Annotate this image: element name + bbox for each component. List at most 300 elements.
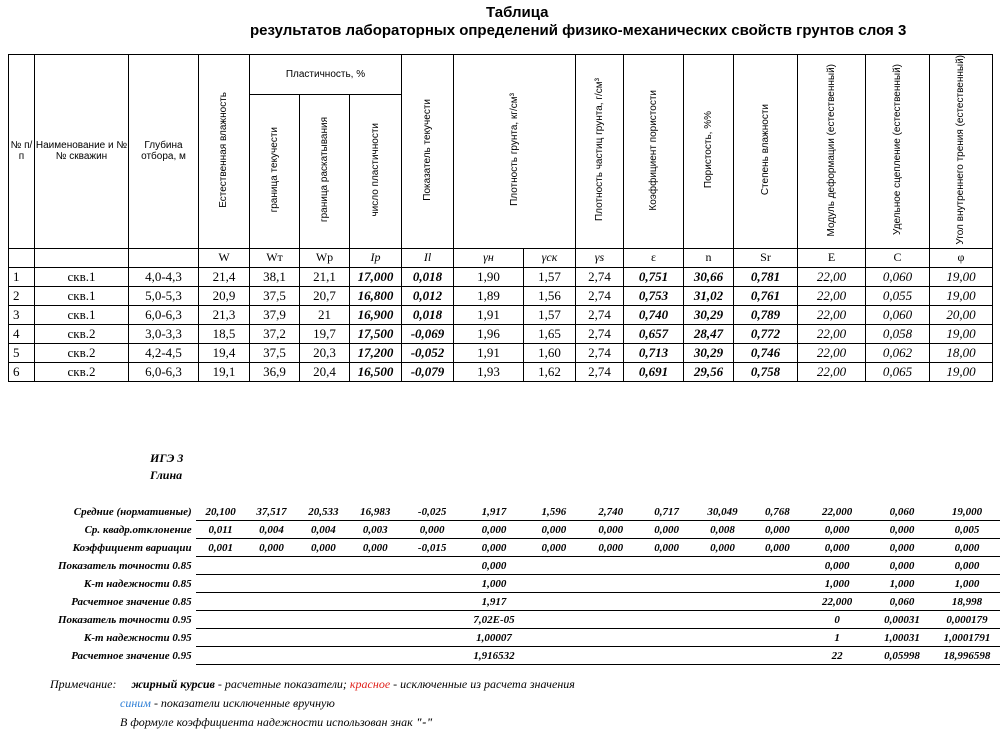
header-name: Наименование и №№ скважин [35,55,129,249]
stats-cell: 2,740 [583,503,639,521]
table-cell: 21 [300,305,350,324]
table-cell: 22,00 [798,362,866,381]
stats-cell: 1,000 [934,575,1000,593]
stats-cell [297,647,349,665]
stats-row [20,503,1000,521]
stats-cell [349,557,401,575]
table-title: Таблица [486,4,549,21]
stats-cell [525,575,583,593]
stats-cell [525,593,583,611]
header-particle-density: Плотность частиц грунта, г/см³ [593,78,605,222]
table-cell: 1,65 [524,324,576,343]
symbol-n: n [684,248,734,267]
table-cell: 2 [9,286,35,305]
table-cell: 17,200 [350,343,402,362]
symbol-epsilon: ε [624,248,684,267]
table-cell: 21,4 [199,267,250,286]
stats-cell [246,611,298,629]
table-cell: 0,018 [402,305,454,324]
stats-cell [297,557,349,575]
stats-row [20,647,1000,665]
stats-cell [297,593,349,611]
table-cell: 29,56 [684,362,734,381]
table-cell: 20,00 [930,305,993,324]
table-cell: 3,0-3,3 [129,324,199,343]
stats-cell [246,647,298,665]
note-line-2 [120,696,335,711]
table-cell: 2,74 [576,362,624,381]
note-bold-text: - расчетные показатели; [217,677,347,691]
stats-cell [639,557,695,575]
table-cell: 0,758 [734,362,798,381]
stats-cell: 1,916532 [463,647,525,665]
stats-cell: 0,000 [870,521,934,539]
stats-cell [750,611,804,629]
stats-cell: 19,000 [934,503,1000,521]
symbol-gamma-n: γн [454,248,524,267]
table-cell: 37,2 [250,324,300,343]
soil-label: Глина [150,468,183,482]
stats-cell: 0,000 [583,521,639,539]
symbol-wl: Wт [250,248,300,267]
table-cell: 1,93 [454,362,524,381]
table-cell: скв.2 [35,324,129,343]
stats-cell: 0,000 [870,557,934,575]
table-cell: 20,9 [199,286,250,305]
stats-label: К-т надежности 0.85 [83,577,192,590]
note-blue-label: синим [120,696,151,710]
stats-cell [246,557,298,575]
table-row [9,324,993,343]
stats-cell [246,629,298,647]
table-cell: 0,058 [866,324,930,343]
table-cell: 1,56 [524,286,576,305]
stats-cell: 1,596 [525,503,583,521]
table-cell: 20,3 [300,343,350,362]
stats-cell: 1,917 [463,503,525,521]
stats-cell: 0,000 [525,539,583,557]
note-red-label: красное [349,677,391,691]
table-cell: 0,761 [734,286,798,305]
table-cell: скв.2 [35,343,129,362]
table-cell: 0,713 [624,343,684,362]
symbol-gamma-sk: γск [524,248,576,267]
stats-cell: 1,0001791 [934,629,1000,647]
table-cell: 1,57 [524,305,576,324]
table-cell: 22,00 [798,286,866,305]
stats-cell: 22,000 [804,503,870,521]
stats-cell: 1,00007 [463,629,525,647]
stats-cell: 0,000 [870,539,934,557]
stats-cell: 0,000 [934,539,1000,557]
table-cell: 4,2-4,5 [129,343,199,362]
table-cell: 1,96 [454,324,524,343]
stats-cell [695,593,751,611]
table-cell: 2,74 [576,286,624,305]
table-cell: 5 [9,343,35,362]
stats-cell [525,611,583,629]
stats-cell [196,575,246,593]
stats-label: Коэффициент вариации [72,541,192,554]
stats-cell [349,575,401,593]
header-plasticity-index: число пластичности [369,122,381,217]
table-cell: 2,74 [576,343,624,362]
stats-cell [246,575,298,593]
stats-cell: 0,011 [196,521,246,539]
header-density: Плотность грунта, кг/см³ [508,93,520,207]
stats-row [20,575,1000,593]
stats-cell: 0,000 [463,521,525,539]
stats-cell: -0,025 [401,503,463,521]
stats-table [20,503,1000,665]
table-cell: 19,00 [930,362,993,381]
stats-cell: 1,917 [463,593,525,611]
table-cell: скв.2 [35,362,129,381]
table-cell: 0,060 [866,267,930,286]
table-subtitle: результатов лабораторных определений физико-механических свойств грунтов слоя 3 [250,22,907,39]
stats-cell [750,647,804,665]
stats-cell: 30,049 [695,503,751,521]
table-cell: 28,47 [684,324,734,343]
symbol-wp: Wр [300,248,350,267]
stats-cell: 1,000 [463,575,525,593]
stats-cell: 16,983 [349,503,401,521]
table-cell: 16,800 [350,286,402,305]
table-cell: 19,1 [199,362,250,381]
stats-cell [297,629,349,647]
table-cell: 30,66 [684,267,734,286]
stats-cell [401,647,463,665]
note-prefix: Примечание: [50,677,117,691]
stats-cell: 0,000 [525,521,583,539]
stats-cell [639,647,695,665]
table-cell: 1,57 [524,267,576,286]
table-cell: 19,00 [930,324,993,343]
stats-cell: 1,00031 [870,629,934,647]
table-cell: 0,746 [734,343,798,362]
table-row [9,343,993,362]
stats-row [20,611,1000,629]
stats-cell: 0,000 [639,539,695,557]
table-cell: 31,02 [684,286,734,305]
stats-cell [695,575,751,593]
table-cell: 16,900 [350,305,402,324]
stats-cell [583,611,639,629]
stats-row [20,521,1000,539]
stats-label: Средние (нормативные) [73,505,192,518]
table-cell: 0,789 [734,305,798,324]
stats-cell [246,593,298,611]
note-blue-text: - показатели исключенные вручную [153,696,335,710]
stats-cell [583,593,639,611]
stats-label: Показатель точности 0.95 [57,613,192,626]
stats-cell: 0,004 [246,521,298,539]
stats-cell [639,593,695,611]
symbol-sr: Sr [734,248,798,267]
stats-cell [349,593,401,611]
header-modulus: Модуль деформации (естественный) [825,63,837,237]
note-red-text: - исключенные из расчета значения [393,677,575,691]
table-cell: 2,74 [576,324,624,343]
stats-cell: 0,000 [804,539,870,557]
stats-cell: 20,100 [196,503,246,521]
stats-cell [196,647,246,665]
results-table [8,54,993,382]
header-moisture: Естественная влажность [218,91,229,208]
table-cell: -0,079 [402,362,454,381]
header-porosity-coef: Коэффициент пористости [647,89,659,211]
stats-cell [695,557,751,575]
header-porosity: Пористость, %% [702,111,714,189]
table-cell: -0,052 [402,343,454,362]
stats-cell: 22 [804,647,870,665]
table-cell: 1,91 [454,305,524,324]
table-cell: 4,0-4,3 [129,267,199,286]
stats-cell: 0,000 [750,539,804,557]
stats-cell: 0,000 [463,539,525,557]
stats-cell: 7,02E-05 [463,611,525,629]
stats-cell: 0,000 [349,539,401,557]
stats-cell [583,575,639,593]
table-cell: 5,0-5,3 [129,286,199,305]
header-saturation: Степень влажности [759,104,771,196]
stats-cell [695,629,751,647]
stats-cell: 0 [804,611,870,629]
table-cell: 3 [9,305,35,324]
stats-row [20,593,1000,611]
table-cell: 17,500 [350,324,402,343]
table-cell: 0,055 [866,286,930,305]
table-cell: 1,60 [524,343,576,362]
symbol-gamma-s: γs [576,248,624,267]
table-cell: 2,74 [576,267,624,286]
symbol-e-modulus: Е [798,248,866,267]
stats-cell: 0,060 [870,593,934,611]
table-cell: 0,781 [734,267,798,286]
stats-cell [639,611,695,629]
stats-cell [349,611,401,629]
stats-cell: 0,005 [934,521,1000,539]
stats-cell: 0,000 [804,557,870,575]
stats-cell: 0,000 [297,539,349,557]
stats-label: Расчетное значение 0.95 [71,649,192,662]
stats-cell [196,611,246,629]
stats-cell [583,557,639,575]
table-cell: 0,018 [402,267,454,286]
stats-cell [196,593,246,611]
table-cell: скв.1 [35,267,129,286]
table-cell: 0,691 [624,362,684,381]
stats-cell: 0,008 [695,521,751,539]
stats-cell: 22,000 [804,593,870,611]
table-row [9,305,993,324]
stats-cell: 0,05998 [870,647,934,665]
table-cell: 22,00 [798,324,866,343]
table-cell: скв.1 [35,305,129,324]
header-depth: Глубина отбора, м [129,55,199,249]
table-cell: 4 [9,324,35,343]
stats-cell [750,575,804,593]
stats-cell: 0,000 [583,539,639,557]
stats-cell: 0,000 [463,557,525,575]
stats-cell [196,629,246,647]
stats-cell [583,647,639,665]
stats-label: Ср. квадр.отклонение [84,523,192,536]
table-cell: 22,00 [798,343,866,362]
stats-cell: 0,768 [750,503,804,521]
stats-cell: 0,000 [934,557,1000,575]
table-cell: 1,89 [454,286,524,305]
stats-cell [750,629,804,647]
table-cell: 1,62 [524,362,576,381]
table-cell: 21,3 [199,305,250,324]
table-cell: 30,29 [684,305,734,324]
table-cell: 2,74 [576,305,624,324]
table-cell: 0,060 [866,305,930,324]
stats-cell: 0,060 [870,503,934,521]
table-cell: 6 [9,362,35,381]
note-formula-sign: "-" [415,715,434,729]
stats-label: К-т надежности 0.95 [83,631,192,644]
header-plasticity: Пластичность, % [250,55,402,95]
stats-row [20,539,1000,557]
symbol-c: С [866,248,930,267]
table-cell: 36,9 [250,362,300,381]
stats-cell: 18,996598 [934,647,1000,665]
table-cell: 6,0-6,3 [129,305,199,324]
stats-cell [401,611,463,629]
stats-cell: 0,000 [804,521,870,539]
stats-cell: -0,015 [401,539,463,557]
stats-cell: 0,000 [639,521,695,539]
stats-cell [297,575,349,593]
table-cell: 18,00 [930,343,993,362]
stats-cell [297,611,349,629]
table-cell: 0,772 [734,324,798,343]
stats-cell: 20,533 [297,503,349,521]
table-cell: 0,657 [624,324,684,343]
stats-cell: 0,000 [246,539,298,557]
stats-cell: 1,000 [804,575,870,593]
symbol-il: Il [402,248,454,267]
table-cell: 1,91 [454,343,524,362]
stats-cell [525,647,583,665]
table-cell: 0,012 [402,286,454,305]
header-liquidity: Показатель текучести [421,98,433,201]
table-cell: 18,5 [199,324,250,343]
stats-cell: 1 [804,629,870,647]
table-cell: 0,740 [624,305,684,324]
table-cell: 38,1 [250,267,300,286]
stats-cell: 0,000 [750,521,804,539]
stats-cell: 0,004 [297,521,349,539]
table-cell: 19,00 [930,267,993,286]
table-cell: 17,000 [350,267,402,286]
stats-cell: 0,003 [349,521,401,539]
table-cell: 20,4 [300,362,350,381]
stats-row [20,629,1000,647]
table-cell: 0,065 [866,362,930,381]
stats-cell: 0,717 [639,503,695,521]
symbol-ip: Ip [350,248,402,267]
note-formula-text: В формуле коэффициента надежности использован знак [120,715,413,729]
header-liquid-limit: граница текучести [268,126,280,213]
stats-cell [750,557,804,575]
table-cell: -0,069 [402,324,454,343]
table-cell: 1 [9,267,35,286]
stats-cell: 37,517 [246,503,298,521]
table-cell: 30,29 [684,343,734,362]
stats-cell: 0,000179 [934,611,1000,629]
table-cell: 22,00 [798,267,866,286]
stats-cell [401,593,463,611]
table-cell: 22,00 [798,305,866,324]
stats-cell: 0,00031 [870,611,934,629]
header-plastic-limit: граница раскатывания [318,117,330,223]
header-num: № п/п [9,55,35,249]
ige-label: ИГЭ 3 [150,451,184,465]
table-cell: 0,062 [866,343,930,362]
stats-cell [583,629,639,647]
note-bold-label: жирный курсив [131,677,215,691]
stats-cell: 0,001 [196,539,246,557]
table-row [9,286,993,305]
table-cell: 0,753 [624,286,684,305]
stats-cell [750,593,804,611]
stats-cell: 1,000 [870,575,934,593]
stats-row [20,557,1000,575]
table-row [9,267,993,286]
table-cell: 20,7 [300,286,350,305]
stats-label: Расчетное значение 0.85 [71,595,192,608]
stats-cell [695,611,751,629]
table-cell: 19,4 [199,343,250,362]
stats-cell [401,575,463,593]
table-cell: скв.1 [35,286,129,305]
stats-cell [401,629,463,647]
table-cell: 37,5 [250,286,300,305]
table-cell: 19,7 [300,324,350,343]
note-line-1 [50,677,575,692]
header-friction: Угол внутреннего трения (естественный) [955,55,966,245]
stats-cell [401,557,463,575]
stats-cell: 0,000 [695,539,751,557]
stats-cell [695,647,751,665]
header-cohesion: Удельное сцепление (естественный) [891,64,903,236]
stats-cell [639,629,695,647]
symbol-w: W [199,248,250,267]
table-cell: 1,90 [454,267,524,286]
table-row [9,362,993,381]
table-cell: 21,1 [300,267,350,286]
table-cell: 6,0-6,3 [129,362,199,381]
table-cell: 37,5 [250,343,300,362]
stats-label: Показатель точности 0.85 [57,559,192,572]
table-cell: 0,751 [624,267,684,286]
stats-cell [525,557,583,575]
stats-cell [639,575,695,593]
stats-cell [196,557,246,575]
table-cell: 16,500 [350,362,402,381]
stats-cell: 18,998 [934,593,1000,611]
stats-cell [525,629,583,647]
table-cell: 19,00 [930,286,993,305]
symbol-phi: φ [930,248,993,267]
table-cell: 37,9 [250,305,300,324]
stats-cell [349,647,401,665]
stats-cell [349,629,401,647]
note-line-3 [120,715,433,730]
